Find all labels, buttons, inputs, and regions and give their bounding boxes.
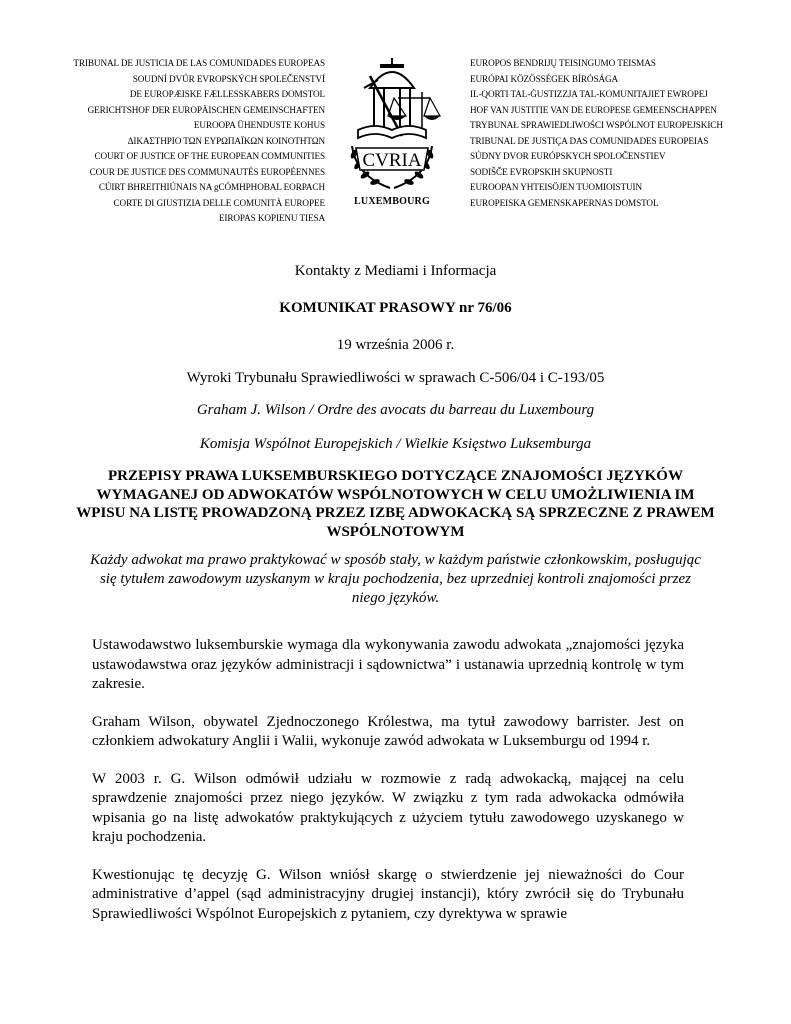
judgments-line: Wyroki Trybunału Sprawiedliwości w sprawach C-506/04 i C-193/05 bbox=[186, 370, 605, 386]
court-name: CORTE DI GIUSTIZIA DELLE COMUNITÀ EUROPEE bbox=[113, 197, 325, 208]
court-name: EIROPAS KOPIENU TIESA bbox=[218, 213, 325, 223]
court-name: EURÓPAI KÖZÖSSÉGEK BÍRÓSÁGA bbox=[470, 73, 619, 84]
cvria-emblem-icon bbox=[330, 58, 455, 198]
subheadline: Każdy adwokat ma prawo praktykować w sposób stały, w każdym państwie członkowskim, posługując się tytułem zawodowym uzyskanym w kraju pochodzenia, bez uprzedniej kontroli znajomości przez niego języków. bbox=[90, 552, 701, 606]
body-paragraph: Ustawodawstwo luksemburskie wymaga dla wykonywania zawodu adwokata „znajomości języka ustawodawstwa oraz języków administracji i sądownictwa” i ustanawia uprzednią kontrolę w tym zakresie. bbox=[92, 637, 684, 692]
court-name: DE EUROPÆISKE FÆLLESSKABERS DOMSTOL bbox=[129, 89, 325, 99]
court-name: EUROPOS BENDRIJŲ TEISINGUMO TEISMAS bbox=[470, 58, 656, 68]
court-name: EUROPEISKA GEMENSKAPERNAS DOMSTOL bbox=[470, 197, 659, 208]
body-paragraph: Graham Wilson, obywatel Zjednoczonego Królestwa, ma tytuł zawodowy barrister. Jest on członkiem adwokatury Anglii i Walii, wykonuje zawód adwokata w Luksemburgu od 1994 r. bbox=[92, 713, 684, 749]
body-paragraph: W 2003 r. G. Wilson odmówił udziału w rozmowie z radą adwokacką, mającej na celu sprawdzenie znajomości przez niego języków. W związku z tym rada adwokacka odmówiła wpisania go na listę adwokatów praktykujących z użyciem tytułu zawodowego uzyskanego w kraju pochodzenia. bbox=[92, 770, 684, 845]
department-name: Kontakty z Mediami i Informacja bbox=[294, 263, 497, 279]
court-name: TRYBUNAŁ SPRAWIEDLIWOŚCI WSPÓLNOT EUROPEJSKICH bbox=[470, 120, 723, 130]
court-name: SÚDNY DVOR EURÓPSKYCH SPOLOČENSTIEV bbox=[470, 151, 666, 161]
court-name: COURT OF JUSTICE OF THE EUROPEAN COMMUNITIES bbox=[94, 151, 325, 161]
body-text bbox=[92, 636, 684, 942]
body-paragraph: Kwestionując tę decyzję G. Wilson wniósł skargę o stwierdzenie jej nieważności do Cour administrative d’appel (sąd administracyjny drugiej instancji), który zwrócił się do Trybunału Sprawiedliwości Wspólnot Europejskich z pytaniem, czy dyrektywa w sprawie bbox=[92, 866, 684, 922]
court-name: HOF VAN JUSTITIE VAN DE EUROPESE GEMEENSCHAPPEN bbox=[470, 104, 717, 115]
court-emblem bbox=[330, 58, 455, 213]
case-parties-1: Graham J. Wilson / Ordre des avocats du barreau du Luxembourg bbox=[196, 402, 595, 418]
court-name: TRIBUNAL DE JUSTICIA DE LAS COMUNIDADES EUROPEAS bbox=[73, 58, 325, 68]
press-release-number: KOMUNIKAT PRASOWY nr 76/06 bbox=[279, 300, 512, 316]
court-name: EUROOPA ÜHENDUSTE KOHUS bbox=[193, 120, 325, 130]
court-name: CÚIRT BHREITHIÚNAIS NA gCÓMHPHOBAL EORPACH bbox=[98, 182, 325, 192]
release-date: 19 września 2006 r. bbox=[336, 337, 455, 353]
case-parties-2: Komisja Wspólnot Europejskich / Wielkie Księstwo Luksemburga bbox=[199, 436, 592, 452]
court-name: GERICHTSHOF DER EUROPÄISCHEN GEMEINSCHAFTEN bbox=[87, 104, 325, 115]
court-name: COUR DE JUSTICE DES COMMUNAUTÉS EUROPÉENNES bbox=[89, 166, 325, 177]
location-label: LUXEMBOURG bbox=[354, 196, 430, 207]
court-name: ΔΙΚΑΣΤΗΡΙΟ ΤΩΝ ΕΥΡΩΠΑΪΚΩΝ ΚΟΙΝΟΤΗΤΩΝ bbox=[127, 135, 325, 146]
headline: PRZEPISY PRAWA LUKSEMBURSKIEGO DOTYCZĄCE ZNAJOMOŚCI JĘZYKÓW WYMAGANEJ OD ADWOKATÓW WSPÓLNOTOWYCH W CELU UMOŻLIWIENIA IM WPISU NA LISTĘ PROWADZONĄ PRZEZ IZBĘ ADWOKACKĄ SĄ SPRZECZNE Z PRAWEM WSPÓLNOTOWYM bbox=[76, 468, 715, 540]
court-name: EUROOPAN YHTEISÖJEN TUOMIOISTUIN bbox=[470, 182, 643, 192]
court-name: IL-QORTI TAL-ĠUSTIZZJA TAL-KOMUNITAJIET EWROPEJ bbox=[470, 89, 708, 99]
court-names-left bbox=[40, 56, 325, 227]
court-name: SODIŠČE EVROPSKIH SKUPNOSTI bbox=[470, 166, 613, 177]
court-name: SOUDNÍ DVŮR EVROPSKÝCH SPOLEČENSTVÍ bbox=[132, 73, 325, 84]
emblem-text: CVRIA bbox=[362, 150, 422, 171]
court-names-right bbox=[470, 56, 770, 211]
court-name: TRIBUNAL DE JUSTIÇA DAS COMUNIDADES EUROPEIAS bbox=[470, 135, 709, 146]
